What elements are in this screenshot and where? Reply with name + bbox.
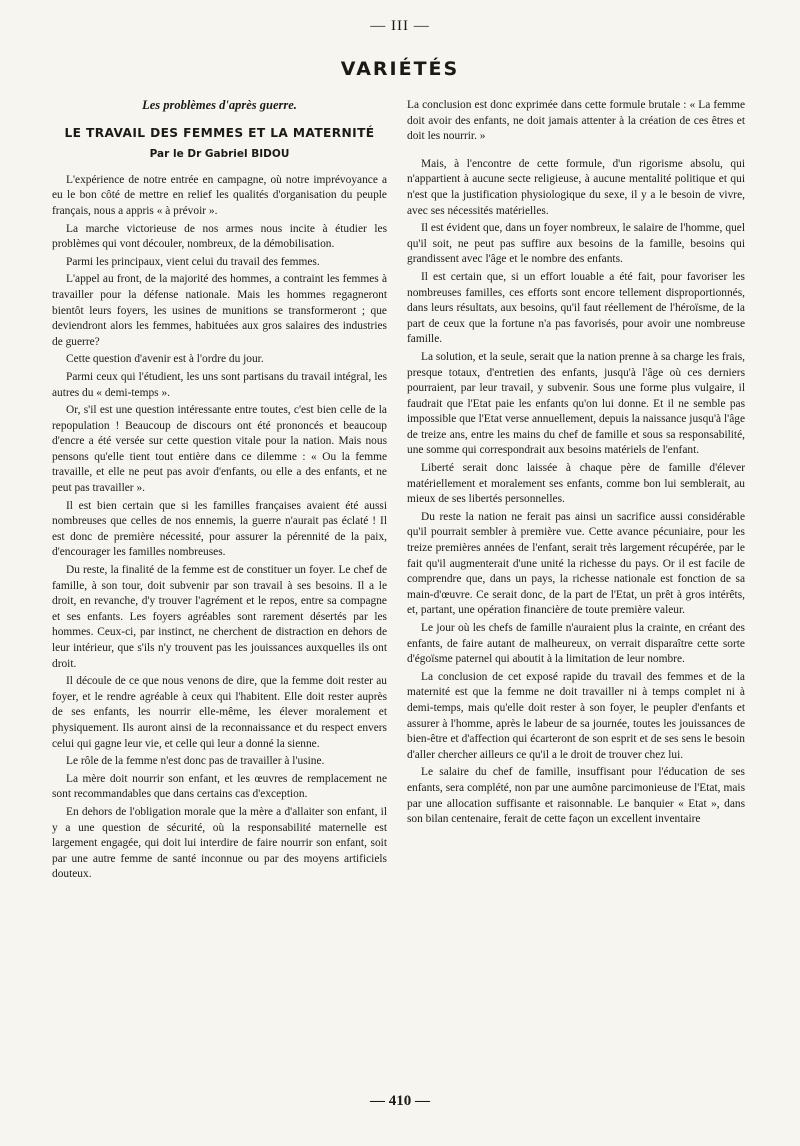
- article-title: LE TRAVAIL DES FEMMES ET LA MATERNITÉ: [64, 125, 375, 140]
- paragraph: Le rôle de la femme n'est donc pas de travailler à l'usine.: [66, 755, 325, 768]
- paragraph: Or, s'il est une question intéressante entre toutes, c'est bien celle de la repopulation ! Beaucoup de discours ont été prononcés et beaucoup d'encre a été versée sur cette question vitale pour la nation. Mais nous pensons qu'elle tient tout entière dans ce dilemme : « Ou la femme travaille, et elle ne peut pas avoir d'enfants, ou elle a des enfants, et ne peut pas travailler ».: [52, 404, 387, 495]
- paragraph: Il est bien certain que si les familles françaises avaient été aussi nombreuses que celles de nos ennemis, la guerre n'aurait pas éclaté ! Il est donc de première nécessité, pour assurer la pérennité de la paix, d'encourager les familles nombreuses.: [52, 499, 387, 559]
- paragraph: La marche victorieuse de nos armes nous incite à étudier les problèmes qui vont découler, nombreux, de la démobilisation.: [52, 222, 387, 251]
- page-header: — III —: [370, 18, 430, 34]
- paragraph: Il est évident que, dans un foyer nombreux, le salaire de l'homme, quel qu'il soit, ne peut pas suffire aux besoins de la famille, besoins qui grandissent avec l'âge et le nombre des enfants.: [407, 222, 745, 266]
- conclusion-quote: La conclusion est donc exprimée dans cette formule brutale : « La femme doit avoir des enfants, ne doit jamais attenter à la création de ces êtres et doit les nourrir. »: [407, 99, 745, 143]
- paragraph: La solution, et la seule, serait que la nation prenne à sa charge les frais, presque totaux, d'entretien des enfants, jusqu'à l'âge où ces derniers pourraient, par leur travail, y subvenir. Sous une forme plus vulgaire, il faudrait que l'Etat paie les enfants qu'on lui donne. Et il ne semble pas impossible que l'Etat verse annuellement, depuis la naissance jusqu'à l'âge de treize ans, entre les mains du chef de famille et sous sa responsabilité, une somme qui correspondrait aux besoins matériels de l'enfant.: [407, 350, 745, 457]
- left-column: [52, 98, 387, 885]
- left-body: [52, 173, 387, 883]
- paragraph: L'appel au front, de la majorité des hommes, a contraint les femmes à travailler pour la défense nationale. Mais les hommes regagneront bientôt leurs foyers, les usines de munitions se transformeront ; que deviendront alors les femmes, habituées aux gros salaires des industries de guerre?: [52, 273, 387, 348]
- article-subtitle: Les problèmes d'après guerre.: [142, 98, 297, 112]
- paragraph: En dehors de l'obligation morale que la mère a d'allaiter son enfant, il y a une question de sécurité, où la responsabilité maternelle est largement engagée, qui doit lui interdire de faire nourrir son enfant, soit par une autre femme de santé inconnue ou par des moyens artificiels douteux.: [52, 805, 387, 881]
- paragraph: Du reste, la finalité de la femme est de constituer un foyer. Le chef de famille, à son tour, doit subvenir par son travail à ses besoins. Il a le droit, en revanche, d'y trouver l'agrément et le repos, entre sa compagne et ses enfants. Les foyers agréables sont rarement désertés par les hommes. Ceux-ci, par instinct, ne cherchent de distraction en dehors de leur intérieur, que s'ils n'y trouvent pas les jouissances auxquelles ils ont droit.: [52, 564, 387, 670]
- page-number: — 410 —: [370, 1093, 430, 1109]
- paragraph: Cette question d'avenir est à l'ordre du jour.: [66, 353, 264, 366]
- paragraph: La conclusion de cet exposé rapide du travail des femmes et de la maternité est que la femme ne doit travailler ni à temps complet ni à demi-temps, mais qu'elle doit rester à son foyer, le peupler d'enfants et assurer à l'homme, après le labeur de sa journée, toutes les jouissances de bien-être et d'affection qui écarteront de son esprit et de ses sens le besoin d'aller chercher ailleurs ce qu'il a le droit de trouver chez lui.: [407, 670, 745, 761]
- section-title: VARIÉTÉS: [340, 58, 460, 80]
- paragraph: Le salaire du chef de famille, insuffisant pour l'éducation de ses enfants, sera complété, non par une aumône parcimonieuse de l'Etat, mais par une allocation suffisante et raisonnable. Le banquier « Etat », dans son bilan centenaire, ferait de cette façon un excellent inventaire: [407, 766, 745, 826]
- paragraph: Du reste la nation ne ferait pas ainsi un sacrifice aussi considérable qu'il pourrait sembler à première vue. Cette avance pécuniaire, pour les treize premières années de l'enfant, serait très largement récupérée, par le fait qu'il augmenterait d'une unité la richesse du pays. Or il est facile de comprendre que, dans un pays, la richesse nationale est fonction de sa main-d'œuvre. Ce serait donc, de la part de l'Etat, un prêt à gros intérêts, et, partant, une opération financière de toute première valeur.: [407, 510, 745, 617]
- paragraph: Il est certain que, si un effort louable a été fait, pour favoriser les nombreuses familles, ces efforts sont encore tellement disproportionnés, dans leurs résultats, aux besoins, qu'il faut réellement de l'héroïsme, de la part de ceux que la fortune n'a pas favorisés, pour avoir une nombreuse famille.: [407, 270, 745, 346]
- paragraph: Mais, à l'encontre de cette formule, d'un rigorisme absolu, qui n'appartient à aucune secte religieuse, à aucune mentalité politique et qui n'est que la justification physiologique du sexe, il y a le besoin de vivre, avec ses nécessités matérielles.: [407, 157, 745, 217]
- article-byline: Par le Dr Gabriel BIDOU: [149, 148, 290, 161]
- paragraph: Parmi les principaux, vient celui du travail des femmes.: [66, 255, 320, 268]
- paragraph: La mère doit nourrir son enfant, et les œuvres de remplacement ne sont recommandables que dans certains cas d'exception.: [52, 772, 387, 801]
- right-body: [407, 157, 745, 828]
- paragraph: Parmi ceux qui l'étudient, les uns sont partisans du travail intégral, les autres du « demi-temps ».: [52, 370, 387, 399]
- paragraph: Le jour où les chefs de famille n'auraient plus la crainte, en créant des enfants, de faire autant de malheureux, on verrait disparaître cette sorte d'égoïsme paternel qui aboutit à la limitation de leur nombre.: [407, 622, 745, 666]
- paragraph: Il découle de ce que nous venons de dire, que la femme doit rester au foyer, et le rendre agréable à ceux qui l'habitent. Elle doit rester auprès de ses enfants, les nourrir elle-même, les élever moralement et physiquement. Ils auront ainsi de la reconnaissance et du respect envers celui qui gagne leur vie, et celle qui leur a donné la sienne.: [52, 675, 387, 750]
- right-column: [407, 98, 745, 830]
- paragraph: L'expérience de notre entrée en campagne, où notre imprévoyance a eu le bon côté de mettre en relief les qualités d'organisation du peuple français, nous a appris « à prévoir ».: [52, 173, 387, 217]
- paragraph: Liberté serait donc laissée à chaque père de famille d'élever matériellement et moralement ses enfants, comme bon lui semblerait, au mieux de ses libertés personnelles.: [407, 462, 745, 506]
